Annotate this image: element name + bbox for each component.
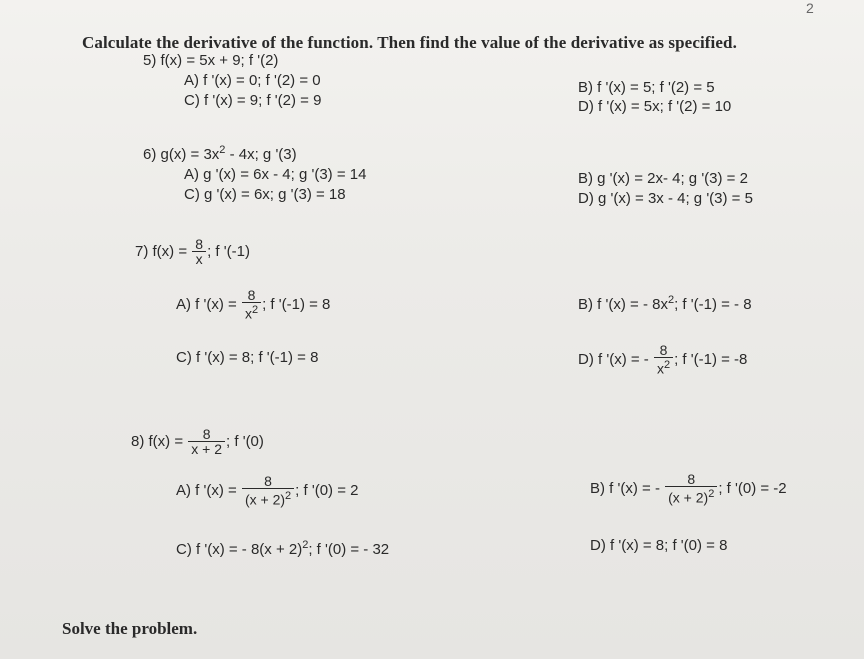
problem-6-stem <box>143 144 297 163</box>
problem-7-choice-d <box>578 343 747 377</box>
denominator-base: (x + 2) <box>244 491 286 508</box>
exponent: 2 <box>667 294 675 306</box>
denominator: x <box>195 251 203 267</box>
problem-number: 6) <box>143 146 157 163</box>
problem-expression-a: g(x) = 3x <box>160 146 220 163</box>
choice-text-a: B) f '(x) = - <box>590 479 660 497</box>
exponent: 2 <box>219 144 226 156</box>
problem-7-choice-c: C) f '(x) = 8; f '(-1) = 8 <box>176 349 319 366</box>
fraction <box>665 472 717 506</box>
problem-number: 5) <box>143 52 157 69</box>
denominator <box>665 487 717 506</box>
choice-text-b: ; f '(0) = - 32 <box>308 541 390 558</box>
choice-text-a: A) f '(x) = <box>176 481 237 499</box>
fraction <box>242 474 294 508</box>
problem-8-choice-b <box>590 472 787 506</box>
exponent: 2 <box>663 359 671 371</box>
exponent: 2 <box>251 304 259 316</box>
problem-6-choice-c: C) g '(x) = 6x; g '(3) = 18 <box>184 186 346 203</box>
denominator-base: x <box>656 360 664 377</box>
problem-8-choice-a <box>176 474 358 508</box>
problem-5-choice-c: C) f '(x) = 9; f '(2) = 9 <box>184 92 322 109</box>
denominator-base: x <box>244 305 252 322</box>
problem-8-choice-d: D) f '(x) = 8; f '(0) = 8 <box>590 537 728 554</box>
problem-expression-a: f(x) = <box>148 432 184 450</box>
problem-8-stem <box>131 427 264 457</box>
problem-expression-b: - 4x; g '(3) <box>225 146 297 163</box>
problem-6-choice-d: D) g '(x) = 3x - 4; g '(3) = 5 <box>578 190 753 207</box>
exponent: 2 <box>708 488 715 500</box>
denominator-base: (x + 2) <box>668 489 709 506</box>
numerator: 8 <box>192 237 206 252</box>
problem-5-choice-b: B) f '(x) = 5; f '(2) = 5 <box>578 79 715 96</box>
fraction <box>242 288 261 322</box>
numerator: 8 <box>665 472 717 487</box>
fraction <box>654 343 673 377</box>
problem-5-stem <box>143 52 278 69</box>
choice-text-b: ; f '(-1) = 8 <box>262 295 331 313</box>
numerator: 8 <box>654 343 673 358</box>
problem-7-choice-b <box>578 294 752 313</box>
problem-number: 7) <box>135 242 149 260</box>
choice-text-b: ; f '(-1) = -8 <box>674 350 748 368</box>
fraction <box>192 237 206 267</box>
section-heading: Calculate the derivative of the function. Then find the value of the derivative as specified. <box>82 33 737 52</box>
section-footer: Solve the problem. <box>62 619 198 638</box>
problem-6-choice-a: A) g '(x) = 6x - 4; g '(3) = 14 <box>184 166 367 183</box>
problem-8-choice-c <box>176 539 389 558</box>
fraction <box>188 427 225 457</box>
exponent: 2 <box>285 490 292 502</box>
numerator: 8 <box>242 288 261 303</box>
choice-text-a: A) f '(x) = <box>176 295 237 313</box>
choice-text-b: ; f '(0) = 2 <box>295 481 359 499</box>
problem-5-choice-a: A) f '(x) = 0; f '(2) = 0 <box>184 72 321 89</box>
page-corner-mark: 2 <box>806 0 814 16</box>
numerator: 8 <box>188 427 225 442</box>
problem-6-choice-b: B) g '(x) = 2x- 4; g '(3) = 2 <box>578 170 748 187</box>
denominator <box>242 489 294 508</box>
choice-text-b: ; f '(-1) = - 8 <box>674 296 752 313</box>
numerator: 8 <box>242 474 294 489</box>
problem-expression-a: f(x) = <box>152 242 188 260</box>
denominator: x + 2 <box>191 441 223 457</box>
denominator <box>242 303 261 322</box>
choice-text-a: D) f '(x) = - <box>578 350 649 368</box>
choice-text-a: C) f '(x) = - 8(x + 2) <box>176 541 303 558</box>
problem-expression-b: ; f '(0) <box>226 432 264 450</box>
problem-5-choice-d: D) f '(x) = 5x; f '(2) = 10 <box>578 98 732 115</box>
problem-expression-b: ; f '(-1) <box>207 242 250 260</box>
exponent: 2 <box>302 539 309 551</box>
problem-7-stem <box>135 237 250 267</box>
choice-text-b: ; f '(0) = -2 <box>718 479 787 497</box>
choice-text-a: B) f '(x) = - 8x <box>578 296 668 313</box>
problem-number: 8) <box>131 432 145 450</box>
problem-expression: f(x) = 5x + 9; f '(2) <box>160 52 279 69</box>
problem-7-choice-a <box>176 288 330 322</box>
denominator <box>654 358 673 377</box>
